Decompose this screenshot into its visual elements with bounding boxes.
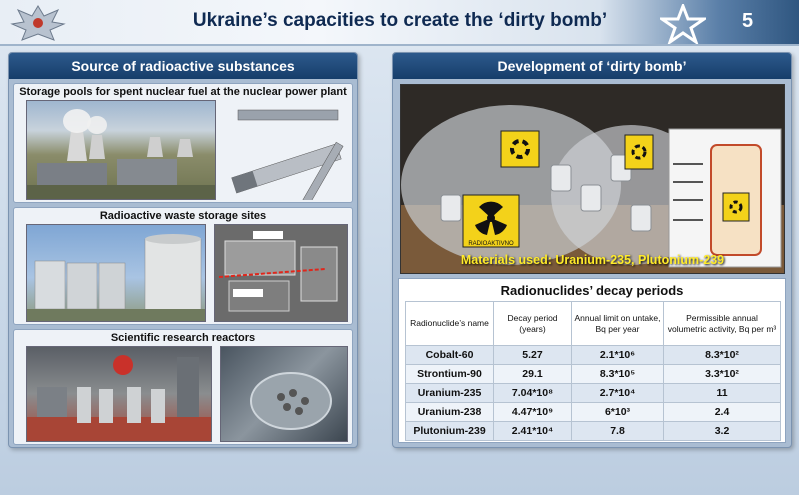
decay-period: 4.47*10⁹ xyxy=(494,403,572,422)
dirty-bomb-panel-title: Development of ‘dirty bomb’ xyxy=(393,53,791,79)
table-row xyxy=(406,422,781,441)
column-header: Permissible annual volumetric activity, Bq per m³ xyxy=(664,302,781,346)
column-header: Decay period (years) xyxy=(494,302,572,346)
table-header-row xyxy=(406,302,781,346)
radionuclide-name: Cobalt-60 xyxy=(406,346,494,365)
slide-header xyxy=(0,0,799,46)
radionuclide-name: Uranium-238 xyxy=(406,403,494,422)
reactor-core-photo xyxy=(220,346,348,442)
sources-panel-title: Source of radioactive substances xyxy=(9,53,357,79)
annual-limit: 2.7*10⁴ xyxy=(572,384,664,403)
decay-periods-table-box xyxy=(398,278,786,443)
table-row xyxy=(406,403,781,422)
radionuclide-name: Strontium-90 xyxy=(406,365,494,384)
volumetric-activity: 3.3*10² xyxy=(664,365,781,384)
eagle-emblem-icon xyxy=(8,2,68,44)
volumetric-activity: 3.2 xyxy=(664,422,781,441)
radionuclide-name: Plutonium-239 xyxy=(406,422,494,441)
satellite-storage-photo xyxy=(214,224,348,322)
waste-tanks-photo xyxy=(26,224,206,322)
star-logo-icon xyxy=(660,4,706,44)
table-row xyxy=(406,346,781,365)
radionuclide-name: Uranium-235 xyxy=(406,384,494,403)
decay-periods-table xyxy=(405,301,781,441)
radiation-sign-icon xyxy=(463,195,519,247)
volumetric-activity: 11 xyxy=(664,384,781,403)
waste-storage-title: Radioactive waste storage sites xyxy=(99,210,267,222)
fuel-assembly-image xyxy=(228,100,348,200)
materials-caption: Materials used: Uranium-235, Plutonium-239 xyxy=(460,253,725,267)
svg-text:RADIOAKTIVNO: RADIOAKTIVNO xyxy=(468,241,514,247)
decay-table-title: Radionuclides’ decay periods xyxy=(500,283,684,298)
table-row xyxy=(406,384,781,403)
sources-panel xyxy=(8,52,358,448)
decay-period: 29.1 xyxy=(494,365,572,384)
annual-limit: 7.8 xyxy=(572,422,664,441)
column-header: Radionuclide’s name xyxy=(406,302,494,346)
table-row xyxy=(406,365,781,384)
annual-limit: 6*10³ xyxy=(572,403,664,422)
column-header: Annual limit on untake, Bq per year xyxy=(572,302,664,346)
storage-pools-title: Storage pools for spent nuclear fuel at the nuclear power plant xyxy=(19,86,347,98)
volumetric-activity: 8.3*10² xyxy=(664,346,781,365)
volumetric-activity: 2.4 xyxy=(664,403,781,422)
storage-pools-section xyxy=(13,83,353,203)
reactor-hall-photo xyxy=(26,346,212,442)
research-reactors-title: Scientific research reactors xyxy=(110,332,256,344)
annual-limit: 8.3*10⁵ xyxy=(572,365,664,384)
annual-limit: 2.1*10⁶ xyxy=(572,346,664,365)
radioactive-materials-photo xyxy=(400,84,785,274)
page-number: 5 xyxy=(742,10,754,32)
decay-period: 2.41*10⁴ xyxy=(494,422,572,441)
decay-period: 5.27 xyxy=(494,346,572,365)
decay-period: 7.04*10⁸ xyxy=(494,384,572,403)
waste-storage-section xyxy=(13,207,353,325)
nuclear-plant-photo xyxy=(26,100,216,200)
slide-title: Ukraine’s capacities to create the ‘dirty bomb’ xyxy=(192,10,608,31)
research-reactors-section xyxy=(13,329,353,445)
